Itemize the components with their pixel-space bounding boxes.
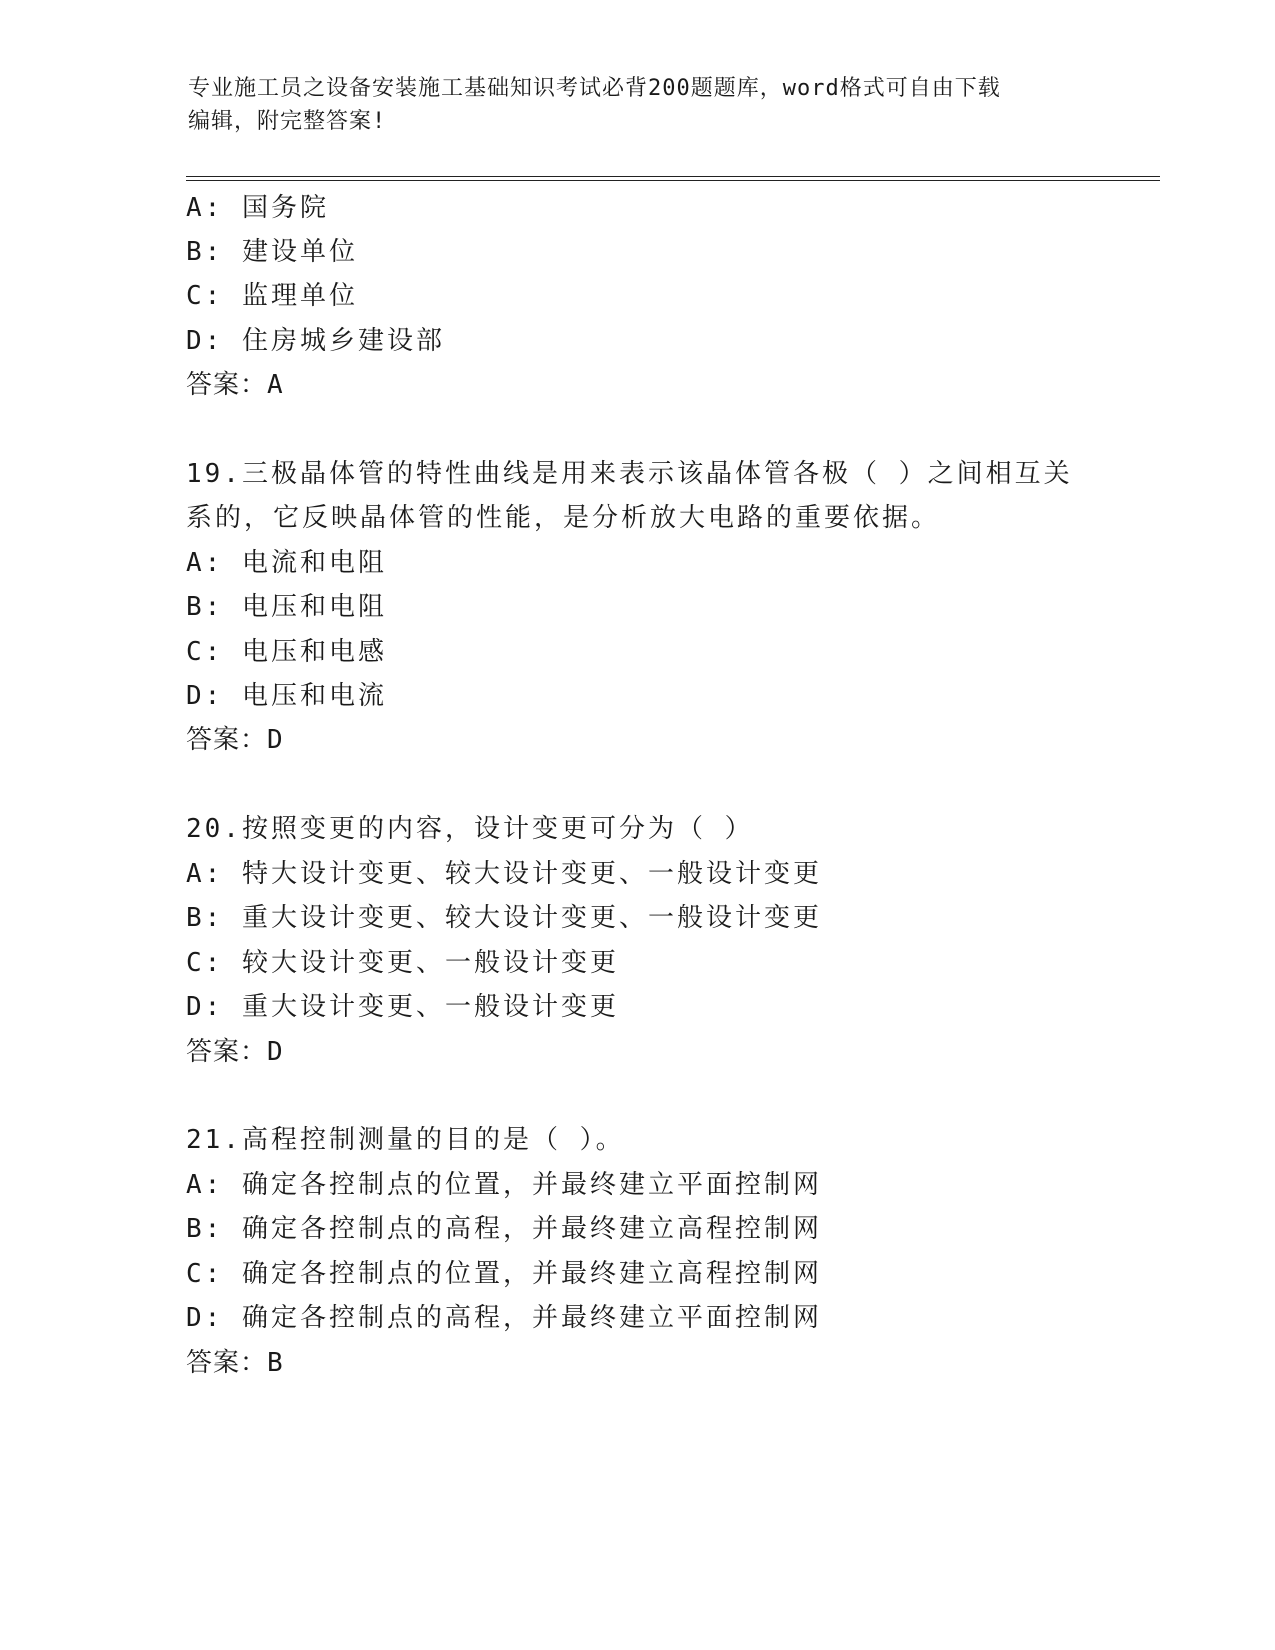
q19-answer: 答案：D <box>186 725 284 755</box>
q19-option-a: A: 电流和电阻 <box>186 548 387 578</box>
q18-option-a: A: 国务院 <box>186 193 329 223</box>
header-title-line-2: 编辑，附完整答案! <box>188 109 387 134</box>
q19-option-b: B: 电压和电阻 <box>186 592 387 622</box>
q21-option-b: B: 确定各控制点的高程，并最终建立高程控制网 <box>186 1214 822 1244</box>
q20-option-c: C: 较大设计变更、一般设计变更 <box>186 948 619 978</box>
q21-answer: 答案：B <box>186 1348 284 1378</box>
q21-stem: 21.高程控制测量的目的是（ ）。 <box>186 1125 625 1155</box>
q20-option-a: A: 特大设计变更、较大设计变更、一般设计变更 <box>186 859 822 889</box>
q18-answer: 答案：A <box>186 370 284 400</box>
q19-option-c: C: 电压和电感 <box>186 637 387 667</box>
q20-option-b: B: 重大设计变更、较大设计变更、一般设计变更 <box>186 903 822 933</box>
q20-stem: 20.按照变更的内容，设计变更可分为（ ） <box>186 814 754 844</box>
q18-option-c: C: 监理单位 <box>186 281 358 311</box>
q18-option-b: B: 建设单位 <box>186 237 358 267</box>
q21-option-d: D: 确定各控制点的高程，并最终建立平面控制网 <box>186 1303 822 1333</box>
header-title-line-1: 专业施工员之设备安装施工基础知识考试必背200题题库，word格式可自由下载 <box>188 76 1001 101</box>
q18-option-d: D: 住房城乡建设部 <box>186 326 445 356</box>
q21-option-c: C: 确定各控制点的位置，并最终建立高程控制网 <box>186 1259 822 1289</box>
q20-option-d: D: 重大设计变更、一般设计变更 <box>186 992 619 1022</box>
q19-stem-line-2: 系的，它反映晶体管的性能，是分析放大电路的重要依据。 <box>186 503 941 533</box>
q21-option-a: A: 确定各控制点的位置，并最终建立平面控制网 <box>186 1170 822 1200</box>
q19-option-d: D: 电压和电流 <box>186 681 387 711</box>
q20-answer: 答案：D <box>186 1037 284 1067</box>
document-header <box>188 72 1068 138</box>
q19-stem-line-1: 19.三极晶体管的特性曲线是用来表示该晶体管各极（ ）之间相互关 <box>186 459 1073 489</box>
header-divider <box>186 176 1160 181</box>
